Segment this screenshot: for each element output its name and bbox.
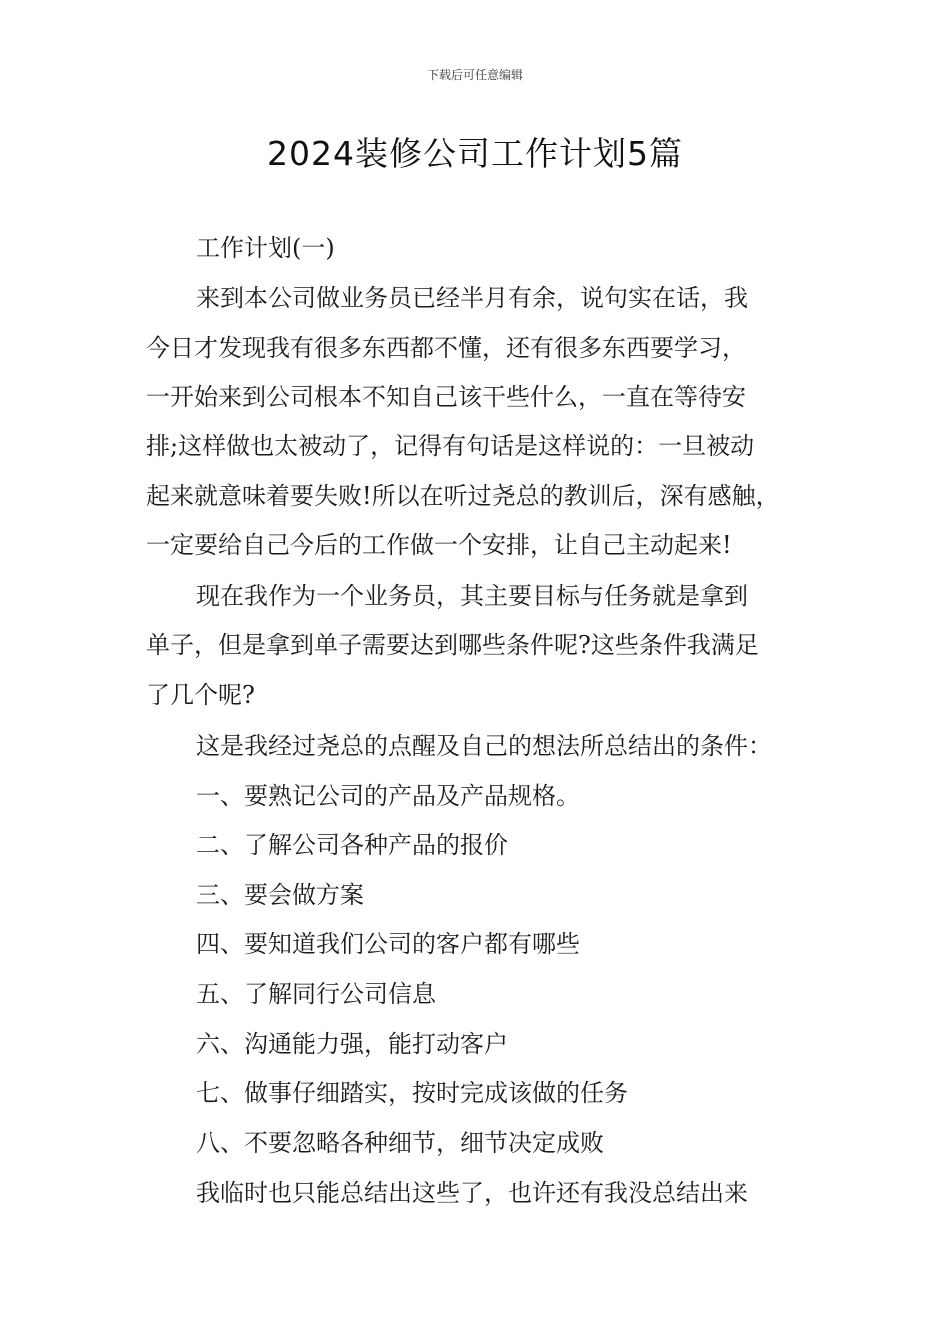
list-item: 八、不要忽略各种细节，细节决定成败 [196,1129,604,1157]
paragraph-line: 起来就意味着要失败!所以在听过尧总的教训后，深有感触， [146,482,780,510]
paragraph-line: 来到本公司做业务员已经半月有余，说句实在话，我 [196,284,748,312]
list-item: 一、要熟记公司的产品及产品规格。 [196,782,580,810]
list-item: 四、要知道我们公司的客户都有哪些 [196,930,580,958]
list-item: 五、了解同行公司信息 [196,980,436,1008]
section-heading: 工作计划(一) [196,234,335,262]
paragraph-line: 了几个呢? [146,681,255,709]
list-item: 六、沟通能力强，能打动客户 [196,1030,508,1058]
paragraph-line: 一开始来到公司根本不知自己该干些什么，一直在等待安 [146,383,746,411]
paragraph-line: 这是我经过尧总的点醒及自己的想法所总结出的条件： [196,732,772,760]
list-item: 三、要会做方案 [196,881,364,909]
paragraph-line: 我临时也只能总结出这些了，也许还有我没总结出来 [196,1179,748,1207]
list-item: 二、了解公司各种产品的报价 [196,831,508,859]
paragraph-line: 一定要给自己今后的工作做一个安排，让自己主动起来! [146,531,732,559]
paragraph-line: 排;这样做也太被动了，记得有句话是这样说的：一旦被动 [146,432,755,460]
paragraph-line: 现在我作为一个业务员，其主要目标与任务就是拿到 [196,582,748,610]
page-header-note: 下载后可任意编辑 [426,68,523,82]
list-item: 七、做事仔细踏实，按时完成该做的任务 [196,1079,628,1107]
paragraph-line: 单子，但是拿到单子需要达到哪些条件呢?这些条件我满足 [146,631,759,659]
document-title: 2024装修公司工作计划5篇 [267,134,683,173]
paragraph-line: 今日才发现我有很多东西都不懂，还有很多东西要学习， [146,334,746,362]
